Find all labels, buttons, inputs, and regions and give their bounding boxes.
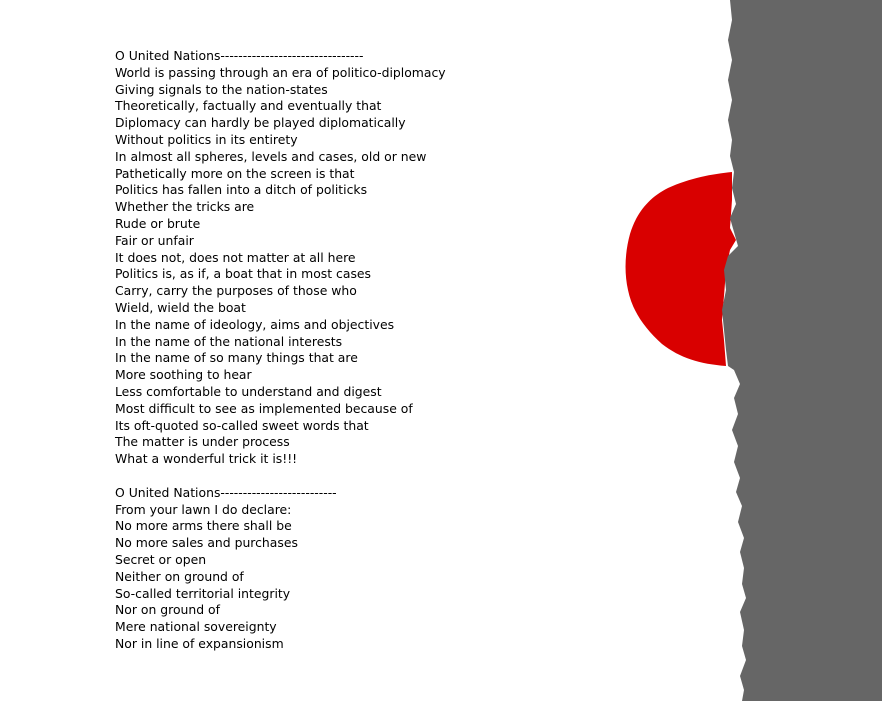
poem-line: No more sales and purchases [115,535,298,551]
poem-line: Theoretically, factually and eventually that [115,98,382,114]
poem-line: The matter is under process [115,434,290,450]
gray-torn-panel [722,0,882,701]
poem-line: Fair or unfair [115,232,194,248]
red-blob-shape [626,172,736,366]
poem-line: Nor on ground of [115,602,220,618]
poem-line: No more arms there shall be [115,518,292,534]
poem-line: It does not, does not matter at all here [115,249,356,265]
poem-text [115,48,635,653]
poem-line: In the name of the national interests [115,333,343,349]
poem-line: Whether the tricks are [115,199,255,215]
poem-line: Less comfortable to understand and digest [115,383,382,399]
poem-line: What a wonderful trick it is!!! [115,451,298,467]
poem-line: From your lawn I do declare: [115,501,292,517]
poem-line: In the name of so many things that are [115,350,358,366]
poem-line: World is passing through an era of politico-diplomacy [115,64,446,80]
poem-line: Diplomacy can hardly be played diplomatically [115,115,406,131]
poem-line: Carry, carry the purposes of those who [115,283,357,299]
poem-line: O United Nations-------------------------- [115,484,337,500]
poem-line: Pathetically more on the screen is that [115,165,355,181]
poem-line: Without politics in its entirety [115,131,298,147]
poem-line: Nor in line of expansionism [115,635,284,651]
poem-line: More soothing to hear [115,367,252,383]
poem-line: Most difficult to see as implemented because of [115,400,413,416]
poem-line: Politics has fallen into a ditch of politicks [115,182,368,198]
poem-line: O United Nations-------------------------------- [115,48,364,63]
stanza-2 [115,485,635,653]
poem-line: Giving signals to the nation-states [115,81,328,97]
poem-line: Politics is, as if, a boat that in most cases [115,266,371,282]
poem-line: In almost all spheres, levels and cases, old or new [115,148,427,164]
poem-line: Neither on ground of [115,568,244,584]
stanza-1 [115,48,635,468]
poem-line: So-called territorial integrity [115,585,291,601]
poem-line: Wield, wield the boat [115,299,246,315]
poem-line: Mere national sovereignty [115,619,277,635]
poem-line: Rude or brute [115,215,201,231]
poem-line: In the name of ideology, aims and objectives [115,316,395,332]
poem-line: Its oft-quoted so-called sweet words that [115,417,369,433]
poem-line: Secret or open [115,551,207,567]
